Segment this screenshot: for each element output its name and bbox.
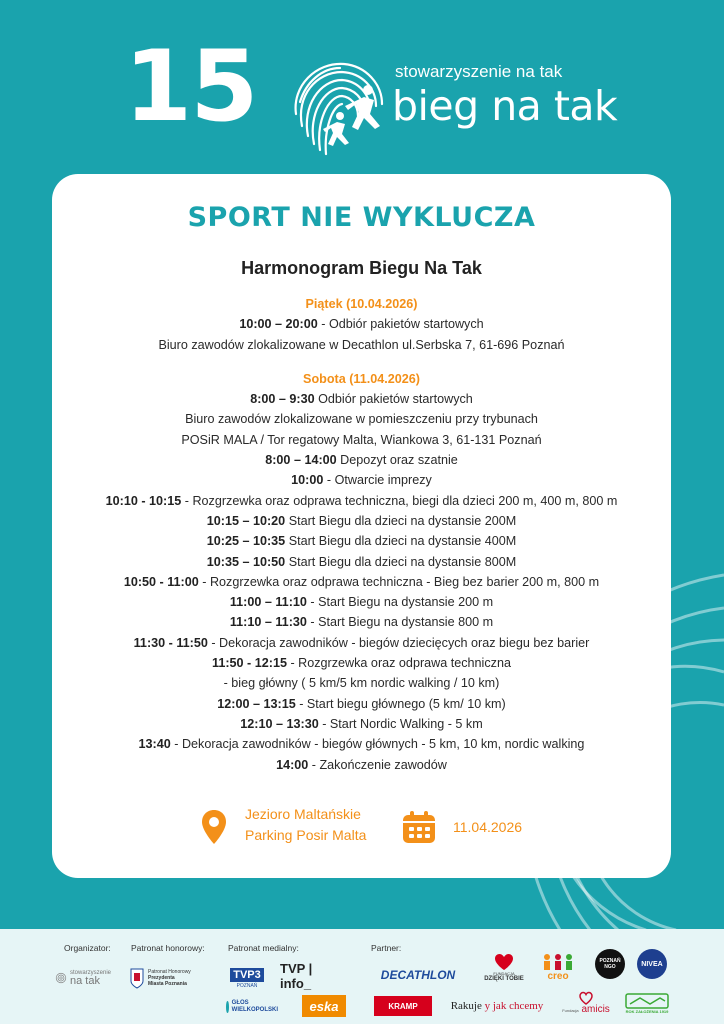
schedule-line: 12:10 – 13:30 - Start Nordic Walking - 5 km xyxy=(240,716,483,731)
glos-line: WIELKOPOLSKI xyxy=(231,1007,278,1013)
amicis-logo xyxy=(560,987,612,1019)
decathlon-logo: DECATHLON xyxy=(380,968,456,982)
schedule-line: 10:35 – 10:50 Start Biegu dla dzieci na dystansie 800M xyxy=(206,554,517,569)
friday-heading: Piątek (10.04.2026) xyxy=(305,297,418,311)
header xyxy=(0,0,724,170)
saturday-heading: Sobota (11.04.2026) xyxy=(303,371,420,386)
fingerprint-icon xyxy=(55,968,67,988)
location-text xyxy=(245,804,366,846)
schedule-line: POSiR MALA / Tor regatowy Malta, Wiankowa 3, 61-131 Poznań xyxy=(181,432,542,447)
schedule-line: - bieg główny ( 5 km/5 km nordic walking / 10 km) xyxy=(223,676,500,691)
amicis-heart-icon xyxy=(579,991,593,1005)
schedule-list xyxy=(52,294,671,775)
organizer-logo xyxy=(55,963,111,993)
nivea-logo: NIVEA xyxy=(637,949,667,979)
partner-label: Partner: xyxy=(371,943,402,953)
brand-name: bieg na tak xyxy=(392,82,618,130)
glos-line: GŁOS xyxy=(231,1000,249,1007)
glos-logo xyxy=(226,996,278,1018)
dzieki-tobie-logo xyxy=(480,946,528,988)
honorary-label: Patronat honorowy: xyxy=(131,943,205,953)
organization-name: stowarzyszenie na tak xyxy=(395,62,563,81)
sponsors-footer xyxy=(0,929,724,1024)
city-crest-icon xyxy=(130,967,144,989)
tvp3-logo xyxy=(228,965,266,991)
amicis-text: amicis xyxy=(581,1004,610,1015)
club-logo xyxy=(622,989,672,1017)
schedule-line: Biuro zawodów zlokalizowane w Decathlon ul.Serbska 7, 61-696 Poznań xyxy=(158,337,565,352)
jak-chcemy-text: y jak chcemy xyxy=(484,1000,544,1012)
amicis-top-text: Fundacja xyxy=(562,1008,579,1013)
schedule-line: 11:30 - 11:50 - Dekoracja zawodników - biegów dziecięcych oraz biegu bez barier xyxy=(133,635,590,650)
kramp-logo: KRAMP xyxy=(374,996,432,1016)
heart-icon xyxy=(494,953,514,971)
schedule-line: 8:00 – 9:30 Odbiór pakietów startowych xyxy=(250,392,473,407)
rakuje-text: Rakuje xyxy=(450,1000,482,1012)
dzieki-top-text: FUNDACJA xyxy=(493,970,515,976)
creo-text: creo xyxy=(547,970,569,982)
schedule-line: 11:10 – 11:30 - Start Biegu na dystansie 800 m xyxy=(229,615,494,630)
tvp3-sub-text: POZNAŃ xyxy=(236,982,258,989)
glos-icon xyxy=(226,1001,229,1013)
schedule-line: 10:15 – 10:20 Start Biegu dla dzieci na dystansie 200M xyxy=(206,513,517,528)
schedule-line: 11:00 – 11:10 - Start Biegu na dystansie 200 m xyxy=(229,595,494,610)
calendar-icon xyxy=(402,810,436,844)
eska-logo: eska xyxy=(302,995,346,1017)
map-pin-icon xyxy=(202,810,226,844)
club-year-text: ROK ZAŁOŻENIA 1919 xyxy=(625,1008,669,1014)
organizer-label: Organizator: xyxy=(64,943,111,953)
poznan-ngo-logo: POZNAŃ NGO xyxy=(595,949,625,979)
edition-number: 15 xyxy=(124,30,257,144)
honorary-line: Miasta Poznania xyxy=(148,981,187,987)
schedule-line: 10:00 – 20:00 - Odbiór pakietów startowych xyxy=(239,317,484,332)
organizer-logo-text: na tak xyxy=(69,974,100,987)
tvp-info-logo: TVP | info_ xyxy=(280,961,313,991)
location-line-1: Jezioro Maltańskie xyxy=(245,806,361,822)
rowing-club-icon xyxy=(625,993,669,1009)
schedule-line: 14:00 - Zakończenie zawodów xyxy=(276,757,447,772)
schedule-line: 8:00 – 14:00 Depozyt oraz szatnie xyxy=(265,453,458,468)
dzieki-text: DZIĘKI TOBIE xyxy=(484,975,524,982)
creo-logo xyxy=(538,947,578,987)
event-date: 11.04.2026 xyxy=(453,819,523,835)
schedule-line: 10:10 - 10:15 - Rozgrzewka oraz odprawa techniczna, biegi dla dzieci 200 m, 400 m, 800 m xyxy=(105,493,618,508)
schedule-card xyxy=(52,174,671,878)
organizer-small-text: stowarzyszenie xyxy=(69,969,111,976)
location-line-2: Parking Posir Malta xyxy=(245,827,367,843)
honorary-line: Prezydenta xyxy=(148,975,175,981)
schedule-line: 10:50 - 11:00 - Rozgrzewka oraz odprawa techniczna - Bieg bez barier 200 m, 800 m xyxy=(123,574,600,589)
honorary-line: Patronat Honorowy xyxy=(148,969,191,975)
schedule-line: 11:50 - 12:15 - Rozgrzewka oraz odprawa techniczna xyxy=(212,656,511,671)
tvp3-text: TVP3 xyxy=(230,968,264,982)
schedule-title: Harmonogram Biegu Na Tak xyxy=(241,258,482,278)
schedule-line: 10:00 - Otwarcie imprezy xyxy=(291,473,432,488)
schedule-line: 10:25 – 10:35 Start Biegu dla dzieci na dystansie 400M xyxy=(206,534,517,549)
rakujemy-logo xyxy=(445,996,549,1016)
schedule-line: Biuro zawodów zlokalizowane w pomieszczeniu przy trybunach xyxy=(185,412,538,427)
honorary-logo xyxy=(130,963,210,993)
media-label: Patronat medialny: xyxy=(228,943,299,953)
slogan: SPORT NIE WYKLUCZA xyxy=(187,202,536,233)
schedule-line: 12:00 – 13:15 - Start biegu głównego (5 km/ 10 km) xyxy=(217,696,506,711)
fingerprint-runners-icon xyxy=(286,56,390,158)
schedule-line: 13:40 - Dekoracja zawodników - biegów głównych - 5 km, 10 km, nordic walking xyxy=(138,737,585,752)
people-icon xyxy=(541,953,575,971)
